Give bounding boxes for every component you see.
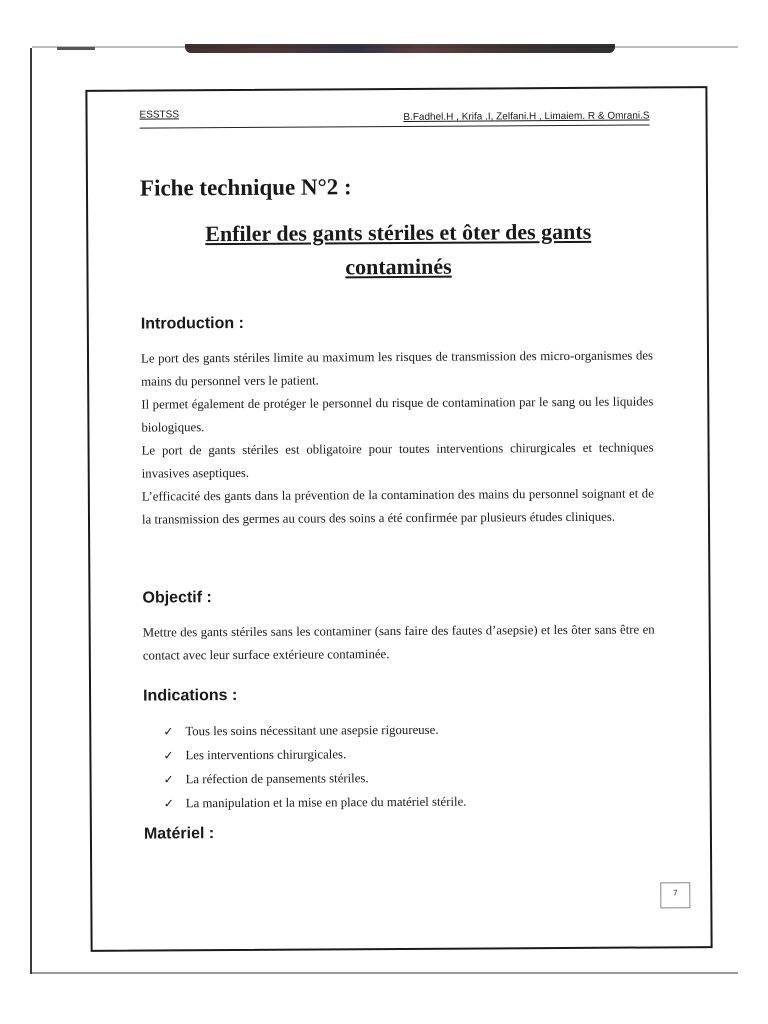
list-item bbox=[163, 741, 603, 768]
introduction-text bbox=[141, 344, 654, 531]
list-item bbox=[163, 717, 603, 744]
page-number: 7 bbox=[660, 882, 690, 908]
introduction-paragraph: L’efficacité des gants dans la prévention de la contamination des mains du personnel soignant et de la transmission des germes au cours des soins a été confirmée par plusieurs études cliniques. bbox=[141, 486, 654, 527]
objectif-text bbox=[143, 618, 655, 667]
indications-heading: Indications : bbox=[143, 686, 238, 705]
sheet-number: Fiche technique N°2 : bbox=[139, 174, 352, 201]
list-item bbox=[164, 789, 604, 816]
title-line-1: Enfiler des gants stériles et ôter des gants bbox=[205, 218, 592, 247]
list-item-text: La manipulation et la mise en place du matériel stérile. bbox=[185, 794, 467, 811]
checkmark-icon: ✓ bbox=[163, 772, 174, 787]
header-authors: B.Fadhel.H , Krifa .I, Zelfani.H , Limaiem. R & Omrani.S bbox=[403, 110, 650, 123]
introduction-paragraph: Le port des gants stériles limite au maximum les risques de transmission des micro-organismes des mains du personnel vers le patient. bbox=[140, 348, 654, 389]
list-item-text: Tous les soins nécessitant une asepsie rigoureuse. bbox=[185, 722, 439, 739]
title-line-2: contaminés bbox=[345, 253, 452, 280]
indications-list bbox=[163, 717, 604, 816]
checkmark-icon: ✓ bbox=[163, 748, 174, 763]
objectif-heading: Objectif : bbox=[142, 589, 212, 607]
introduction-paragraph: Il permet également de protéger le personnel du risque de contamination par le sang ou les liquides biologiques. bbox=[141, 394, 654, 435]
scan-bottom-edge bbox=[32, 972, 738, 974]
introduction-paragraph: Le port de gants stériles est obligatoire pour toutes interventions chirurgicales et techniques invasives aseptiques. bbox=[141, 440, 654, 481]
materiel-heading: Matériel : bbox=[143, 825, 215, 843]
page-frame bbox=[85, 86, 712, 952]
page-header bbox=[139, 104, 649, 128]
list-item bbox=[164, 765, 604, 792]
scan-left-edge bbox=[30, 48, 32, 974]
scan-top-artifact bbox=[185, 44, 615, 53]
document-title bbox=[128, 214, 668, 285]
checkmark-icon: ✓ bbox=[163, 796, 174, 811]
objectif-paragraph: Mettre des gants stériles sans les contaminer (sans faire des fautes d’asepsie) et les ôter sans être en contact avec leur surface extérieure contaminée. bbox=[142, 622, 655, 663]
checkmark-icon: ✓ bbox=[163, 724, 174, 739]
header-institution: ESSTSS bbox=[139, 109, 180, 121]
list-item-text: Les interventions chirurgicales. bbox=[185, 747, 347, 763]
list-item-text: La réfection de pansements stériles. bbox=[185, 771, 369, 787]
introduction-heading: Introduction : bbox=[140, 314, 244, 333]
scan-mark bbox=[57, 47, 95, 50]
